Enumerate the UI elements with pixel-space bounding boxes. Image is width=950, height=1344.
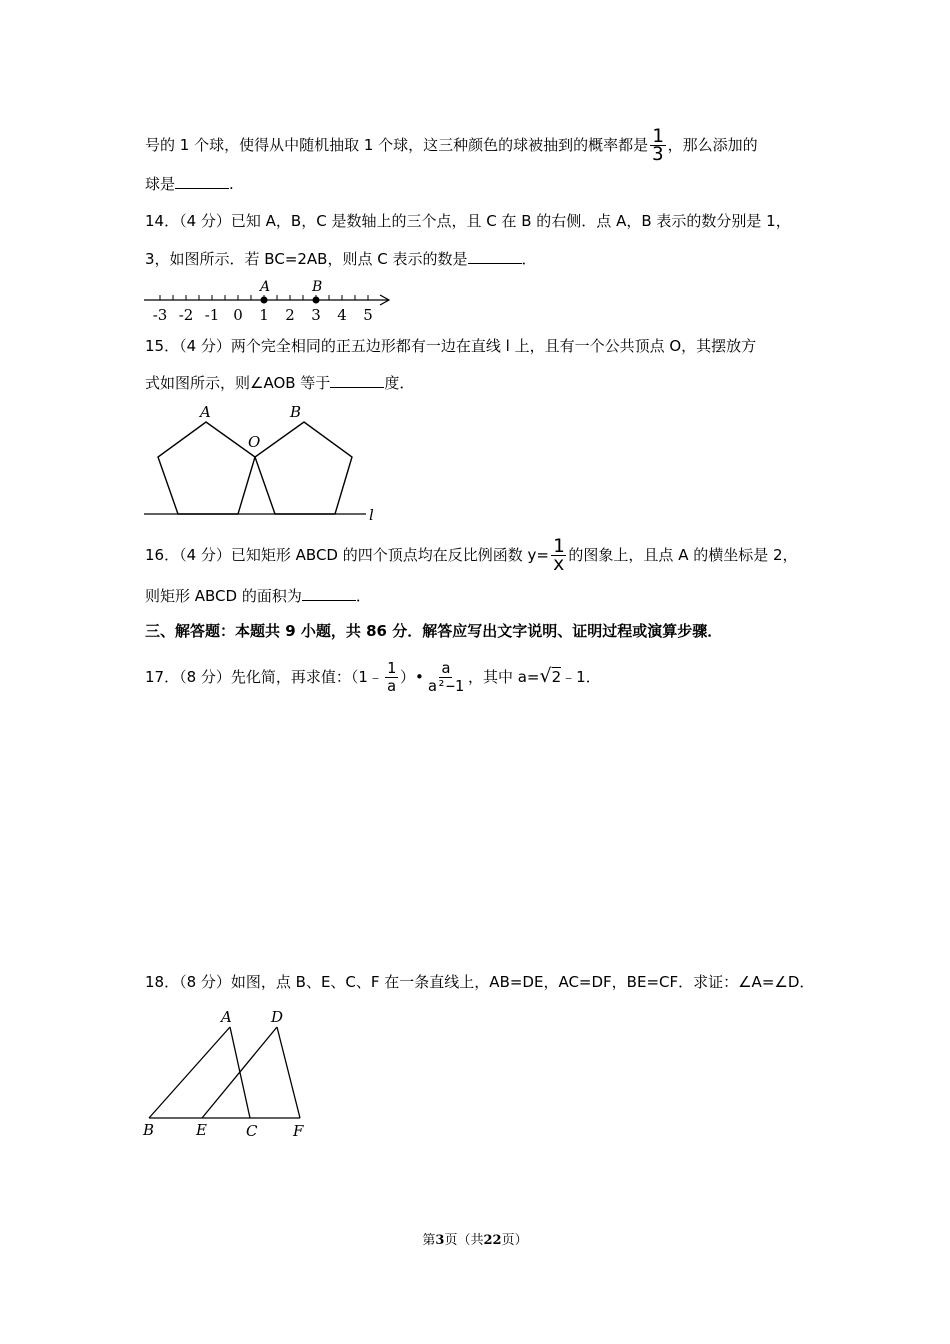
q14-end: ． [521,250,537,268]
q16-end: ． [355,587,371,605]
segment-df [277,1027,300,1118]
q16-line1 [145,535,798,575]
tick-label: 4 [337,306,347,324]
q13-end: . [229,175,234,193]
footer-suffix: 页） [501,1233,528,1248]
q13-frac-den: 3 [652,143,664,165]
q16-text-b: 的图象上，且点 A 的横坐标是 2， [568,546,798,564]
q13-answer-blank [175,174,229,189]
tick-label: -3 [152,306,168,324]
q16-frac-den: x [552,553,565,575]
q17-line [145,660,601,695]
q16-answer-blank [302,586,356,601]
label-d: D [271,1008,284,1026]
label-b: B [290,403,302,421]
q16-text: 则矩形 ABCD 的面积为 [145,587,302,605]
tick-label: -2 [178,306,194,324]
q15-text: 式如图所示，则∠AOB 等于 [145,374,331,392]
number-line-labels [153,306,373,324]
label-b: B [143,1121,155,1139]
label-o: O [248,433,261,451]
pentagon-left [158,422,255,514]
q15-answer-blank [330,373,384,388]
tick-label: 0 [233,306,243,324]
footer-prefix: 第 [422,1233,436,1248]
q16-fraction [551,535,566,575]
q17-frac2-den: a²−1 [427,677,464,695]
tick-label: 2 [285,306,295,324]
q15-end: 度． [384,374,415,392]
q13-text-b: ，那么添加的 [667,136,758,154]
label-b: B [312,279,323,295]
q17-text-a: 17．（8 分）先化简，再求值：（1﹣ [145,668,383,686]
q13-line2 [145,174,234,194]
q15-line1: 15．（4 分）两个完全相同的正五边形都有一边在直线 l 上，且有一个公共顶点 O，其摆放方 [145,337,757,355]
pentagon-right [255,422,352,514]
q18-line: 18．（8 分）如图，点 B、E、C、F 在一条直线上，AB=DE，AC=DF，BE=CF．求证：∠A=∠D． [145,973,815,991]
segment-ab [149,1027,230,1118]
pentagons-figure [140,400,390,525]
point-b [313,297,320,304]
q17-text-b: ）• [399,668,424,686]
label-l: l [369,506,374,524]
tick-label: -1 [204,306,220,324]
q13-text-a: 号的 1 个球，使得从中随机抽取 1 个球，这三种颜色的球被抽到的概率都是 [145,136,649,154]
q17-frac1-num: 1 [386,659,396,677]
q13-frac-num: 1 [652,125,664,147]
q16-line2 [145,586,371,606]
q13-line1 [145,125,758,165]
q13-fraction [650,125,665,165]
label-e: E [196,1121,207,1139]
label-c: C [246,1122,258,1140]
triangles-figure [140,1005,320,1145]
q14-answer-blank [468,249,522,264]
label-a: A [200,403,211,421]
segment-ed [202,1027,277,1118]
section-3-heading: 三、解答题：本题共 9 小题，共 86 分．解答应写出文字说明、证明过程或演算步骤． [145,622,723,640]
triangle-labels [142,1008,304,1140]
q17-sqrt-value: 2 [551,668,562,686]
footer-page-number: 3 [435,1233,445,1248]
q14-text: 3，如图所示．若 BC=2AB，则点 C 表示的数是 [145,250,468,268]
footer-mid: 页（共 [444,1233,484,1248]
q17-fraction-1 [385,660,398,695]
q17-frac2-num: a [441,659,451,677]
q17-text-c: ，其中 a= [467,668,540,686]
q14-line2 [145,249,537,269]
page-footer [0,1229,950,1248]
q17-frac1-den: a [386,677,396,695]
q16-frac-num: 1 [552,535,565,557]
number-line-figure [140,278,400,326]
tick-label: 5 [363,306,373,324]
sqrt-icon: √ [539,665,552,687]
q16-text-a: 16．（4 分）已知矩形 ABCD 的四个顶点均在反比例函数 y= [145,546,549,564]
q14-line1: 14．（4 分）已知 A，B，C 是数轴上的三个点，且 C 在 B 的右侧．点 A，B 表示的数分别是 1， [145,212,791,230]
q17-fraction-2 [426,660,466,695]
tick-label: 1 [259,306,269,324]
label-a: A [221,1008,232,1026]
footer-total-pages: 22 [483,1233,502,1248]
tick-label: 3 [311,306,321,324]
q17-text-d: ﹣1． [561,668,601,686]
label-f: F [293,1122,304,1140]
label-a: A [260,279,271,295]
point-a [261,297,268,304]
q13-text-c: 球是 [145,175,176,193]
q15-line2 [145,373,414,393]
